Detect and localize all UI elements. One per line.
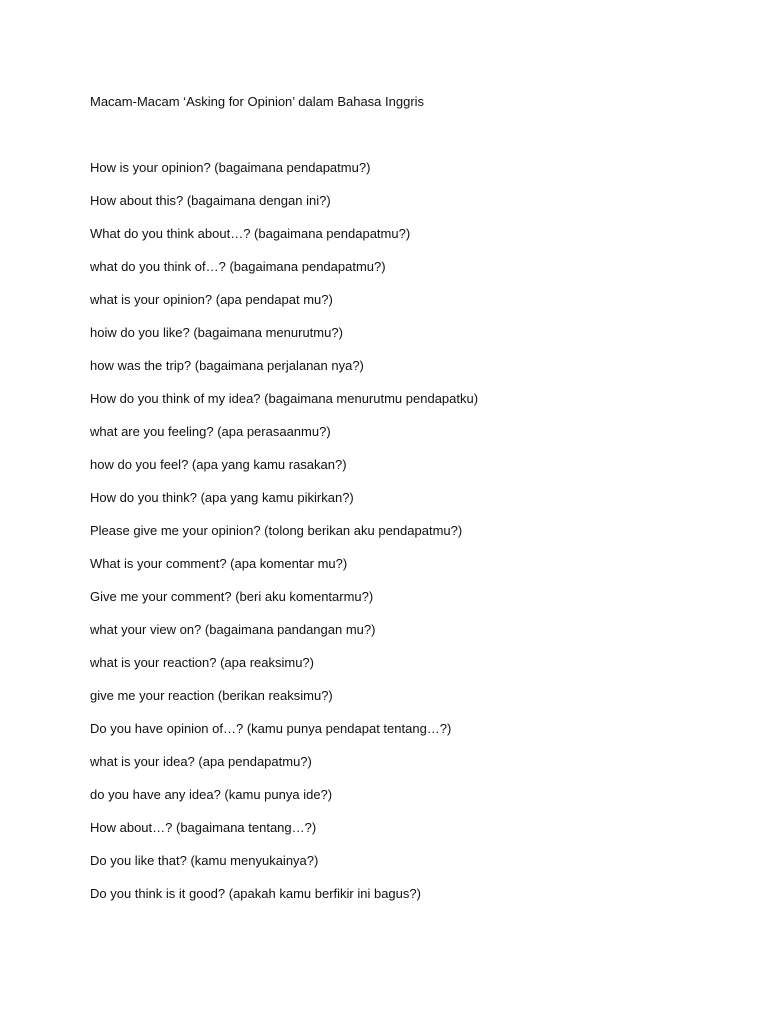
phrase-line: what your view on? (bagaimana pandangan mu?) [90,622,376,637]
phrase-list [90,159,478,918]
phrase-line: Do you have opinion of…? (kamu punya pendapat tentang…?) [90,721,452,736]
phrase-line: what is your reaction? (apa reaksimu?) [90,655,314,670]
phrase-line: what is your idea? (apa pendapatmu?) [90,754,312,769]
phrase-line: How do you think of my idea? (bagaimana menurutmu pendapatku) [90,391,479,406]
phrase-line: give me your reaction (berikan reaksimu?) [90,688,333,703]
phrase-line: How do you think? (apa yang kamu pikirkan?) [90,490,354,505]
phrase-line: Do you think is it good? (apakah kamu berfikir ini bagus?) [90,886,421,901]
phrase-line: how was the trip? (bagaimana perjalanan nya?) [90,358,364,373]
phrase-line: Give me your comment? (beri aku komentarmu?) [90,589,374,604]
phrase-line: hoiw do you like? (bagaimana menurutmu?) [90,325,343,340]
phrase-line: How about…? (bagaimana tentang…?) [90,820,317,835]
document-title: Macam-Macam ‘Asking for Opinion’ dalam Bahasa Inggris [90,94,425,109]
phrase-line: What is your comment? (apa komentar mu?) [90,556,348,571]
phrase-line: How about this? (bagaimana dengan ini?) [90,193,331,208]
phrase-line: Do you like that? (kamu menyukainya?) [90,853,319,868]
phrase-line: what are you feeling? (apa perasaanmu?) [90,424,331,439]
phrase-line: what do you think of…? (bagaimana pendapatmu?) [90,259,386,274]
phrase-line: Please give me your opinion? (tolong berikan aku pendapatmu?) [90,523,463,538]
phrase-line: How is your opinion? (bagaimana pendapatmu?) [90,160,371,175]
phrase-line: What do you think about…? (bagaimana pendapatmu?) [90,226,411,241]
phrase-line: do you have any idea? (kamu punya ide?) [90,787,333,802]
phrase-line: how do you feel? (apa yang kamu rasakan?) [90,457,347,472]
phrase-line: what is your opinion? (apa pendapat mu?) [90,292,333,307]
